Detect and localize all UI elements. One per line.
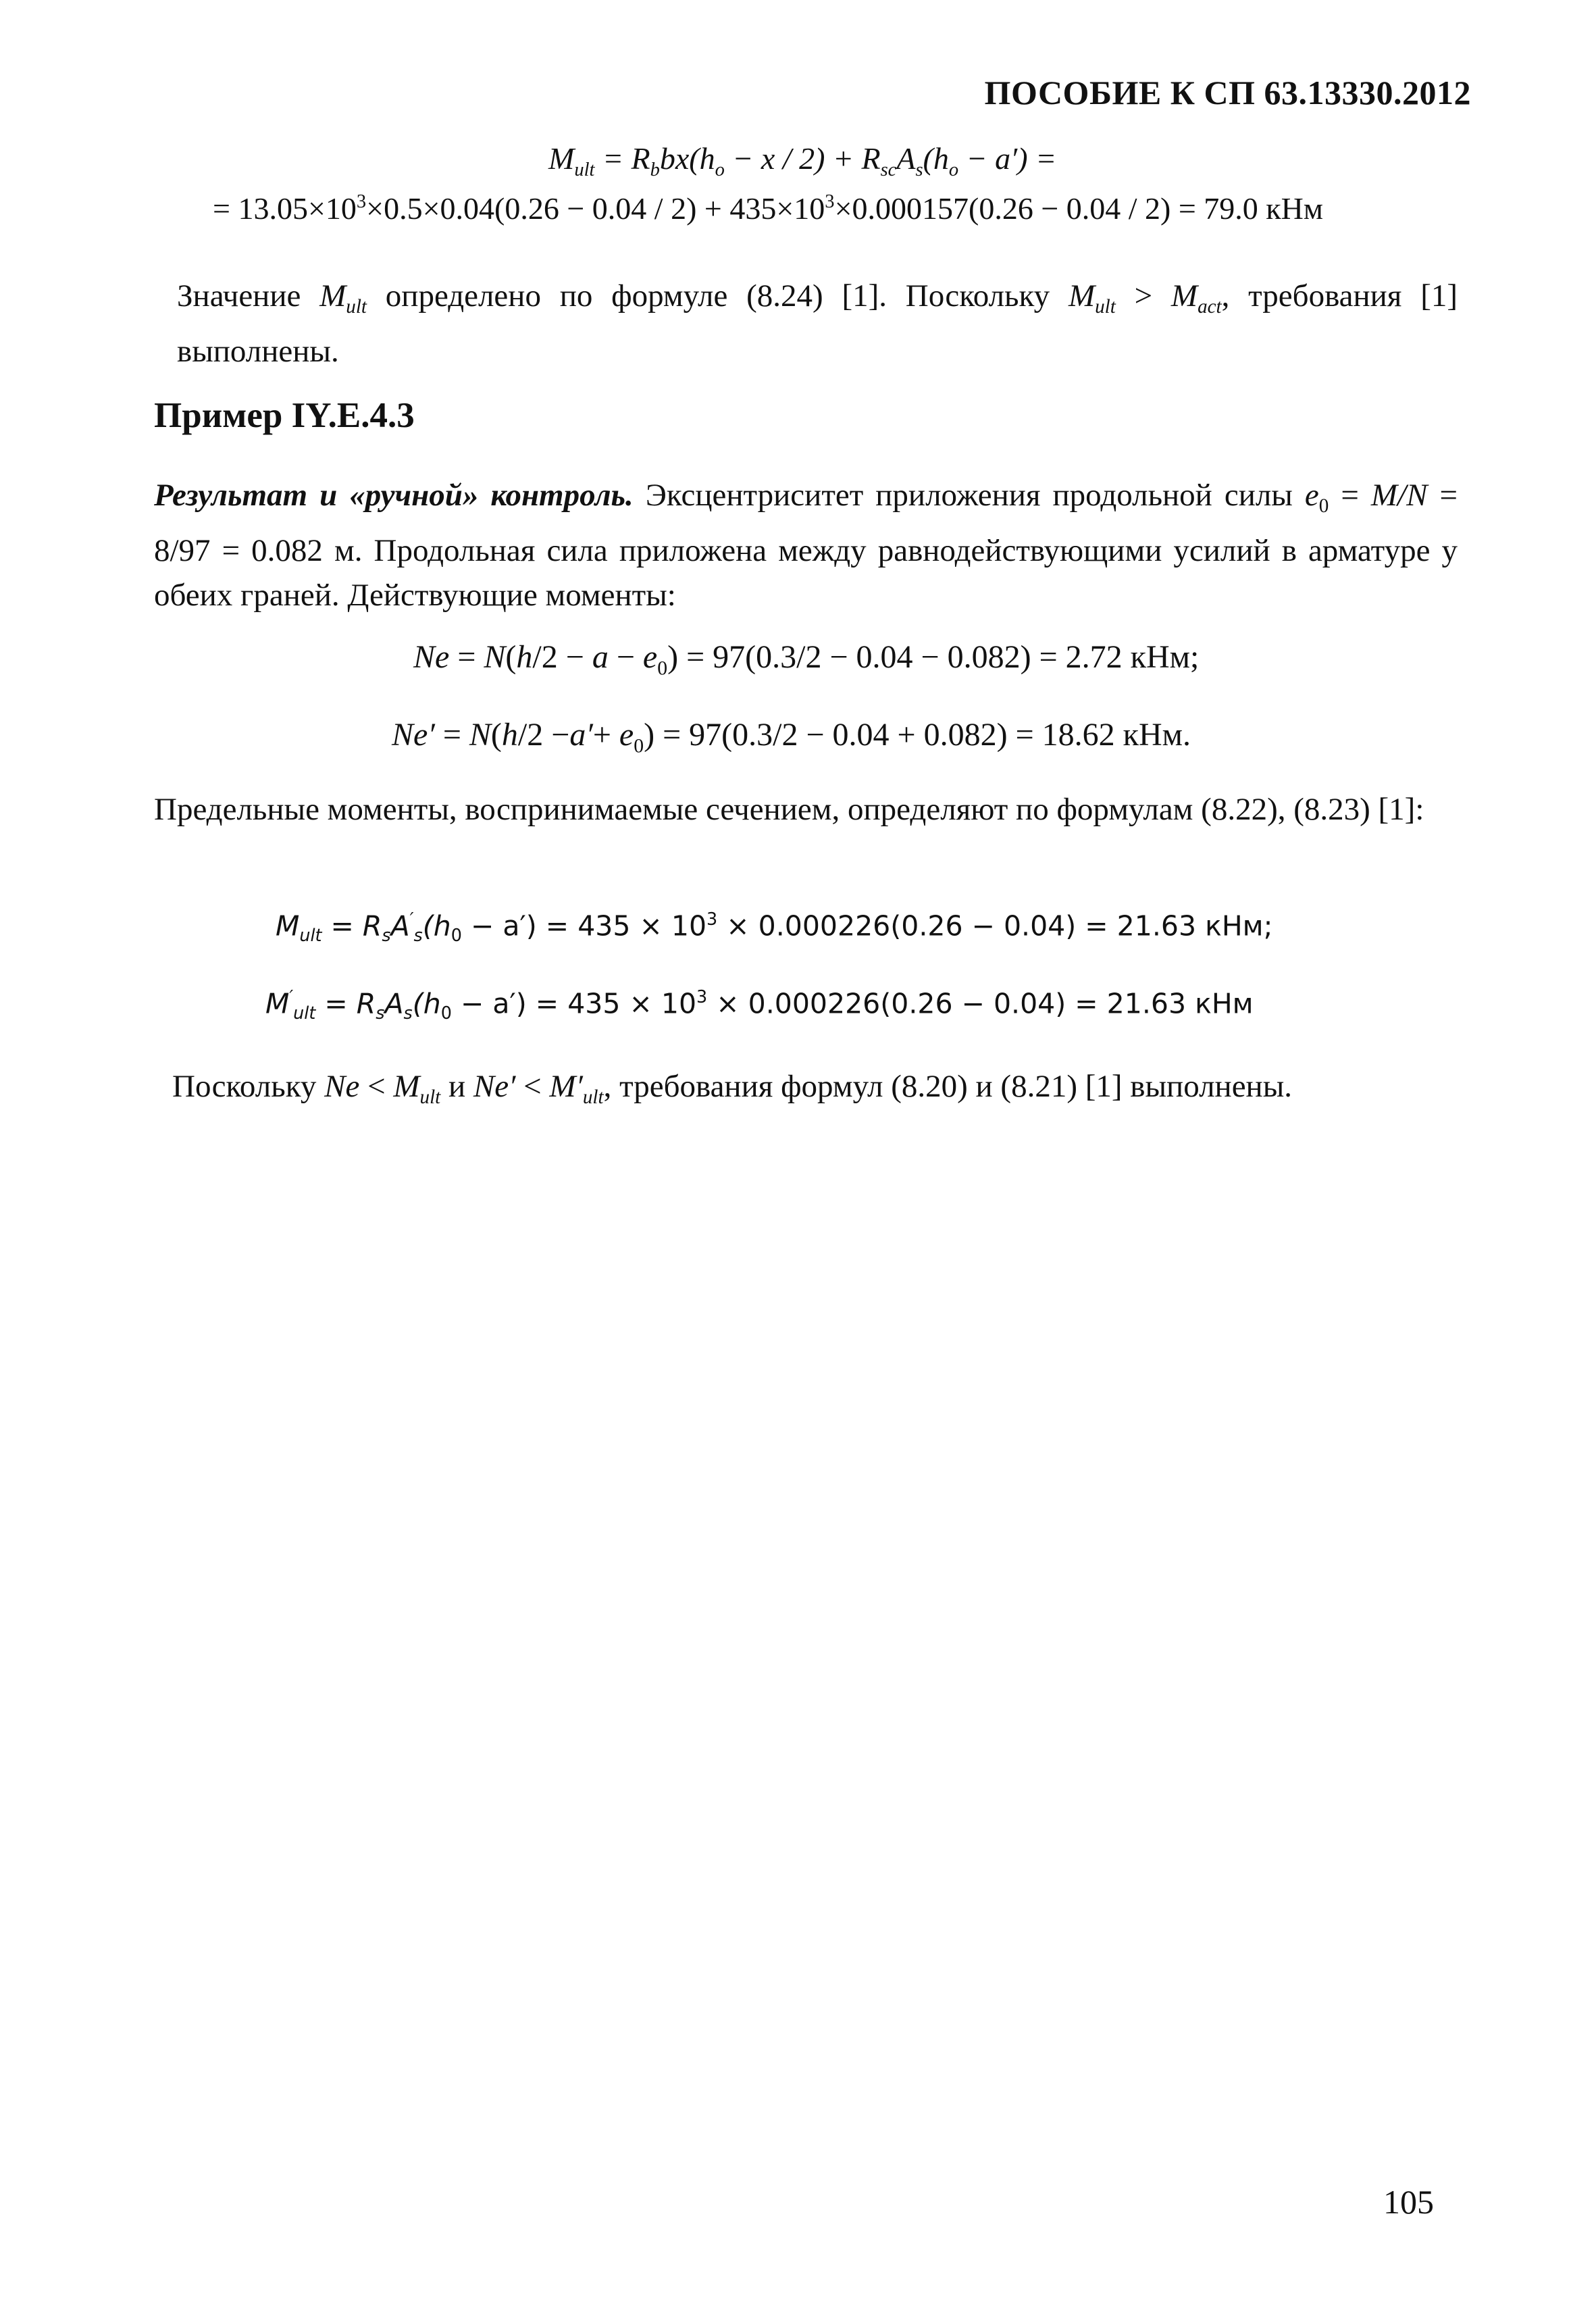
subscript-ult: ult	[574, 159, 595, 180]
lead-phrase: Результат и «ручной» контроль.	[154, 478, 634, 513]
exponent-2: 3	[825, 191, 835, 212]
equation-mult: $M_{ult} = R_sA'_s(h_0 - a') = 435 \times 10^3 \times 0.000226(0.26 - 0.04) = 21.63$ кНм;	[276, 909, 1273, 946]
numeric-part-1: = 13.05×10	[213, 191, 357, 226]
numeric-part-2: ×0.5×0.04(0.26 − 0.04 / 2) + 435×10	[366, 191, 825, 226]
paragraph-result-check: Результат и «ручной» контроль. Эксцентриситет приложения продольной силы $e_0 = M/N = 8/97 = 0.082$ м. Продольная сила приложена между равнодействующими усилий в арматуре у обеих граней. Действующие моменты:	[154, 478, 1458, 613]
paragraph-limit-moments: Предельные моменты, воспринимаемые сечением, определяют по формулам (8.22), (8.23) [1]:	[154, 792, 1424, 827]
subscript-s: s	[915, 159, 923, 180]
equation-mult-prime: $M'_{ult} = R_sA_s(h_0 - a') = 435 \times 10^3 \times 0.000226(0.26 - 0.04) = 21.63$ кНм	[265, 986, 1254, 1024]
formula-mult-numeric	[213, 191, 1323, 226]
subscript-sc: sc	[880, 159, 897, 180]
equation-ne: $Ne = N(h/2 - a - e_0) = 97(0.3/2 - 0.04 - 0.082) = 2.72$ кНм;	[413, 639, 1200, 680]
paragraph-conclusion: Поскольку $Ne < M_{ult}$ и $Ne' < M'_{ult}$, требования формул (8.20) и (8.21) [1] выполнены.	[172, 1069, 1293, 1109]
paragraph-mult-check: Значение $M_{ult}$ определено по формуле (8.24) [1]. Поскольку $M_{ult} > M_{act}$, требования [1] выполнены.	[177, 278, 1458, 370]
page-header: ПОСОБИЕ К СП 63.13330.2012	[984, 74, 1471, 111]
symbol-as: A	[896, 141, 916, 176]
symbol-rb: = R	[602, 141, 650, 176]
formula-term-3: (h	[923, 141, 949, 176]
subscript-o-2: o	[948, 159, 959, 180]
formula-term-2: − x / 2) + R	[724, 141, 881, 176]
formula-term-4: − a′) =	[958, 141, 1057, 176]
formula-mult-definition	[548, 141, 1056, 181]
exponent-1: 3	[356, 191, 367, 212]
page-number: 105	[1383, 2183, 1434, 2221]
equation-ne-prime: $Ne' = N(h/2 -a'+ e_0) = 97(0.3/2 - 0.04 + 0.082) = 18.62$ кНм.	[392, 717, 1191, 757]
subscript-b: b	[650, 159, 660, 180]
example-title: Пример IY.E.4.3	[154, 396, 415, 435]
symbol-m: M	[548, 141, 575, 176]
formula-term-1: bx(h	[659, 141, 715, 176]
numeric-part-3: ×0.000157(0.26 − 0.04 / 2) = 79.0 кНм	[834, 191, 1323, 226]
subscript-o: o	[715, 159, 725, 180]
